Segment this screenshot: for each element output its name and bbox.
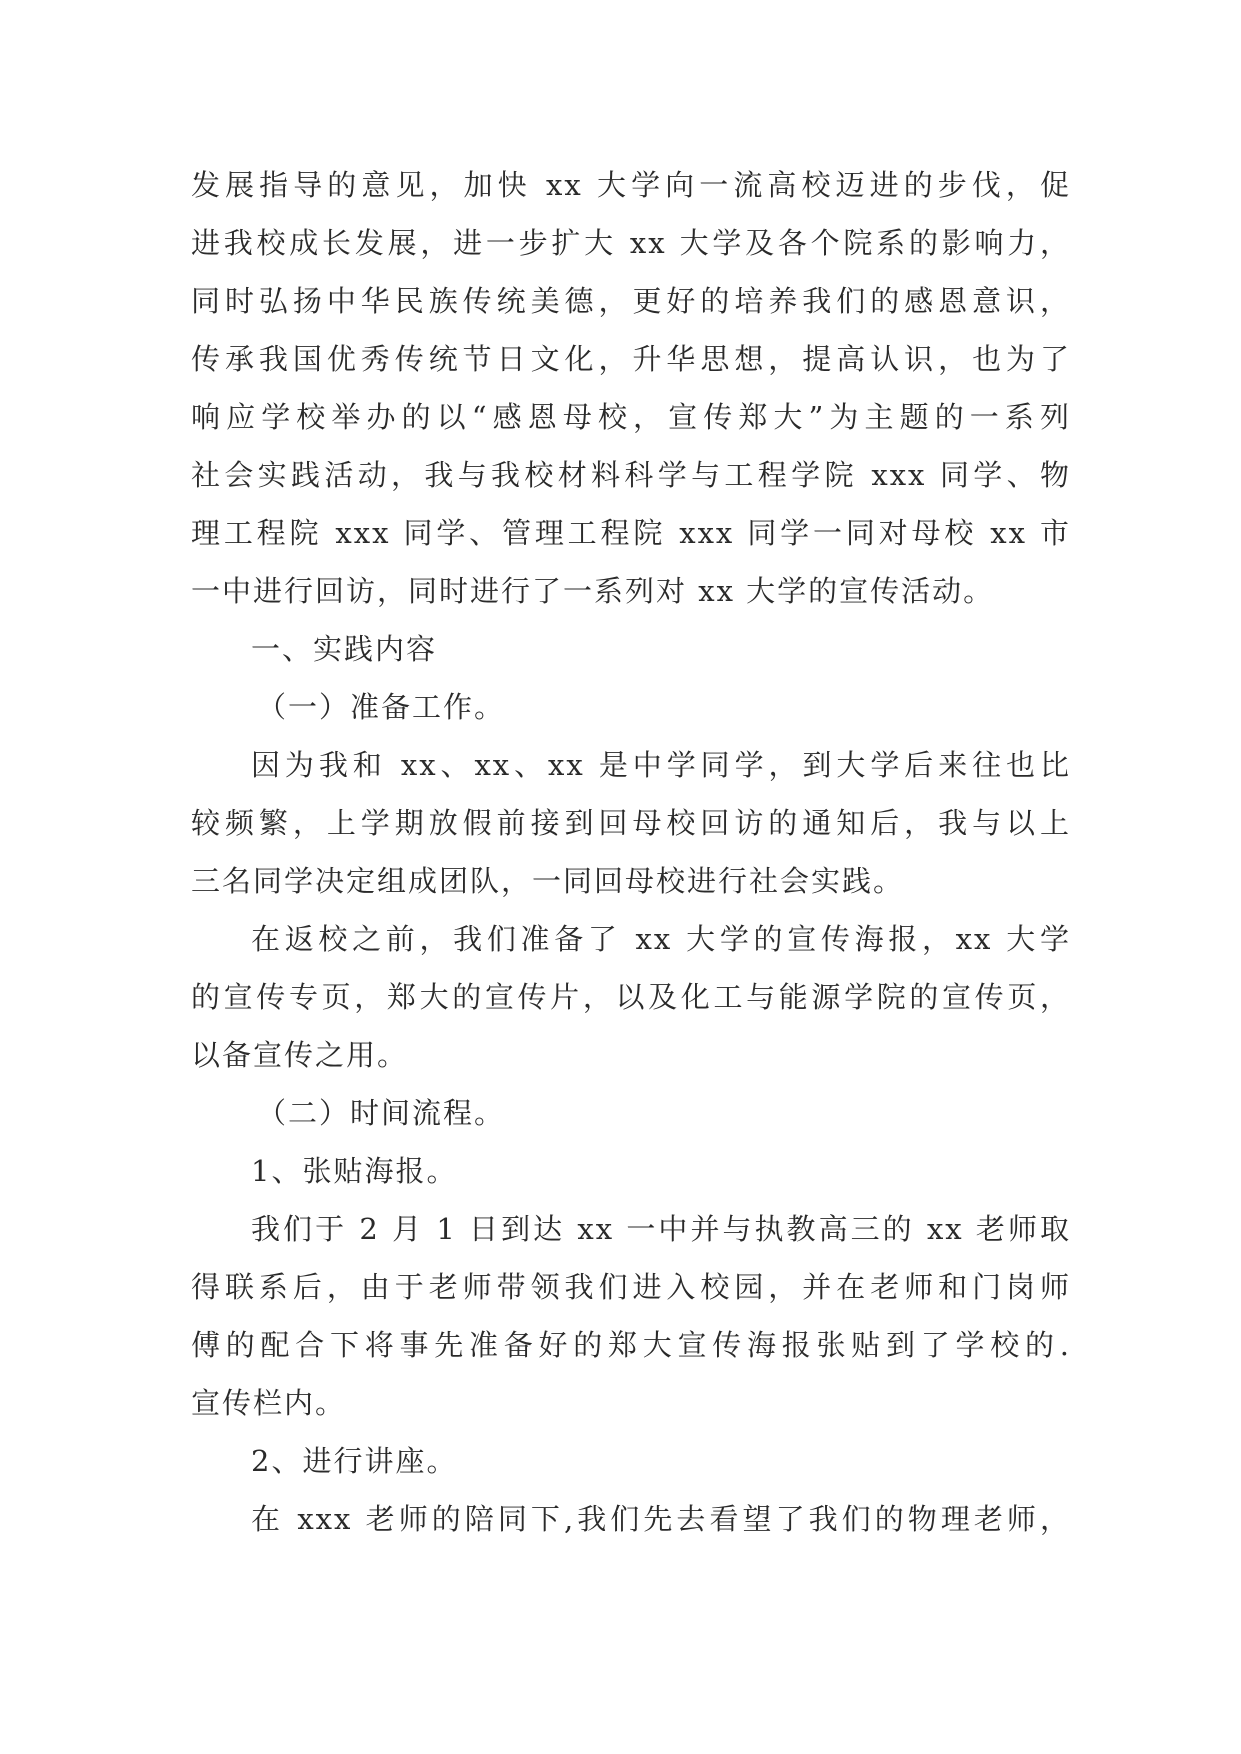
text-line: 在 xxx 老师的陪同下,我们先去看望了我们的物理老师， (251, 1502, 1071, 1536)
text-line: 三名同学决定组成团队，一同回母校进行社会实践。 (191, 864, 905, 898)
text-line: 传承我国优秀传统节日文化，升华思想，提高认识，也为了 (191, 342, 1071, 376)
text-line: 社会实践活动，我与我校材料科学与工程学院 xxx 同学、物 (191, 458, 1071, 492)
text-line: 我们于 2 月 1 日到达 xx 一中并与执教高三的 xx 老师取 (251, 1212, 1071, 1246)
text-line: 以备宣传之用。 (191, 1038, 409, 1072)
text-line: 因为我和 xx、xx、xx 是中学同学，到大学后来往也比 (251, 748, 1071, 782)
text-line: 发展指导的意见，加快 xx 大学向一流高校迈进的步伐，促 (191, 168, 1071, 202)
text-line: 较频繁，上学期放假前接到回母校回访的通知后，我与以上 (191, 806, 1071, 840)
document-body (191, 156, 1071, 1548)
subsection-heading: （一）准备工作。 (257, 690, 506, 724)
section-heading: 一、实践内容 (251, 632, 438, 666)
text-line: 傅的配合下将事先准备好的郑大宣传海报张贴到了学校的. (191, 1328, 1071, 1362)
text-line: 同时弘扬中华民族传统美德，更好的培养我们的感恩意识， (191, 284, 1071, 318)
subsection-heading: （二）时间流程。 (257, 1096, 506, 1130)
text-line: 的宣传专页，郑大的宣传片，以及化工与能源学院的宣传页， (191, 980, 1071, 1014)
text-line: 宣传栏内。 (191, 1386, 347, 1420)
list-item-heading: 2、进行讲座。 (251, 1444, 458, 1478)
text-line: 得联系后，由于老师带领我们进入校园，并在老师和门岗师 (191, 1270, 1071, 1304)
list-item-heading: 1、张贴海报。 (251, 1154, 458, 1188)
text-line: 进我校成长发展，进一步扩大 xx 大学及各个院系的影响力， (191, 226, 1071, 260)
text-line: 响应学校举办的以“感恩母校，宣传郑大”为主题的一系列 (191, 400, 1071, 434)
text-line: 一中进行回访，同时进行了一系列对 xx 大学的宣传活动。 (191, 574, 995, 608)
text-line: 理工程院 xxx 同学、管理工程院 xxx 同学一同对母校 xx 市 (191, 516, 1071, 550)
text-line: 在返校之前，我们准备了 xx 大学的宣传海报，xx 大学 (251, 922, 1071, 956)
